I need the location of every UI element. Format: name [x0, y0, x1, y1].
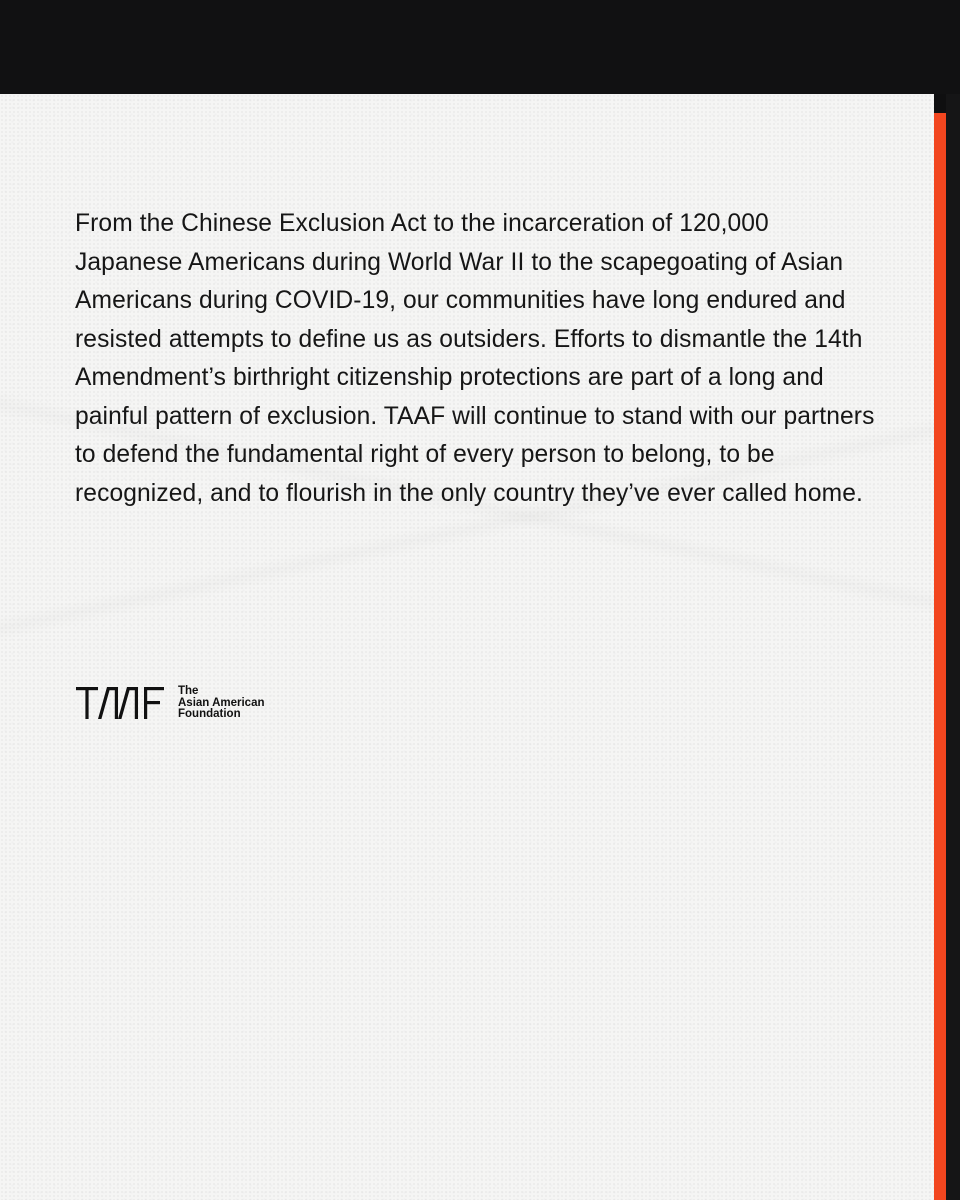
orange-accent-stripe: [934, 113, 946, 1200]
taaf-logo-mark-icon: [76, 687, 170, 719]
logo-line-the: The: [178, 685, 199, 697]
logo-line-asian-american: Asian American: [178, 696, 265, 709]
logo-line-foundation: Foundation: [178, 708, 241, 720]
taaf-logo: [76, 686, 265, 721]
paper-sheet: [0, 94, 934, 1200]
logo-wordmark: [178, 686, 265, 721]
top-dark-band: [0, 0, 960, 94]
statement-text: From the Chinese Exclusion Act to the incarceration of 120,000 Japanese Americans during World War II to the scapegoating of Asian Americans during COVID-19, our communities have long endured and resisted attempts to define us as outsiders. Efforts to dismantle the 14th Amendment’s birthright citizenship protections are part of a long and painful pattern of exclusion. TAAF will continue to stand with our partners to defend the fundamental right of every person to belong, to be recognized, and to flourish in the only country they’ve ever called home.: [75, 210, 875, 507]
right-dark-edge: [946, 94, 960, 1200]
